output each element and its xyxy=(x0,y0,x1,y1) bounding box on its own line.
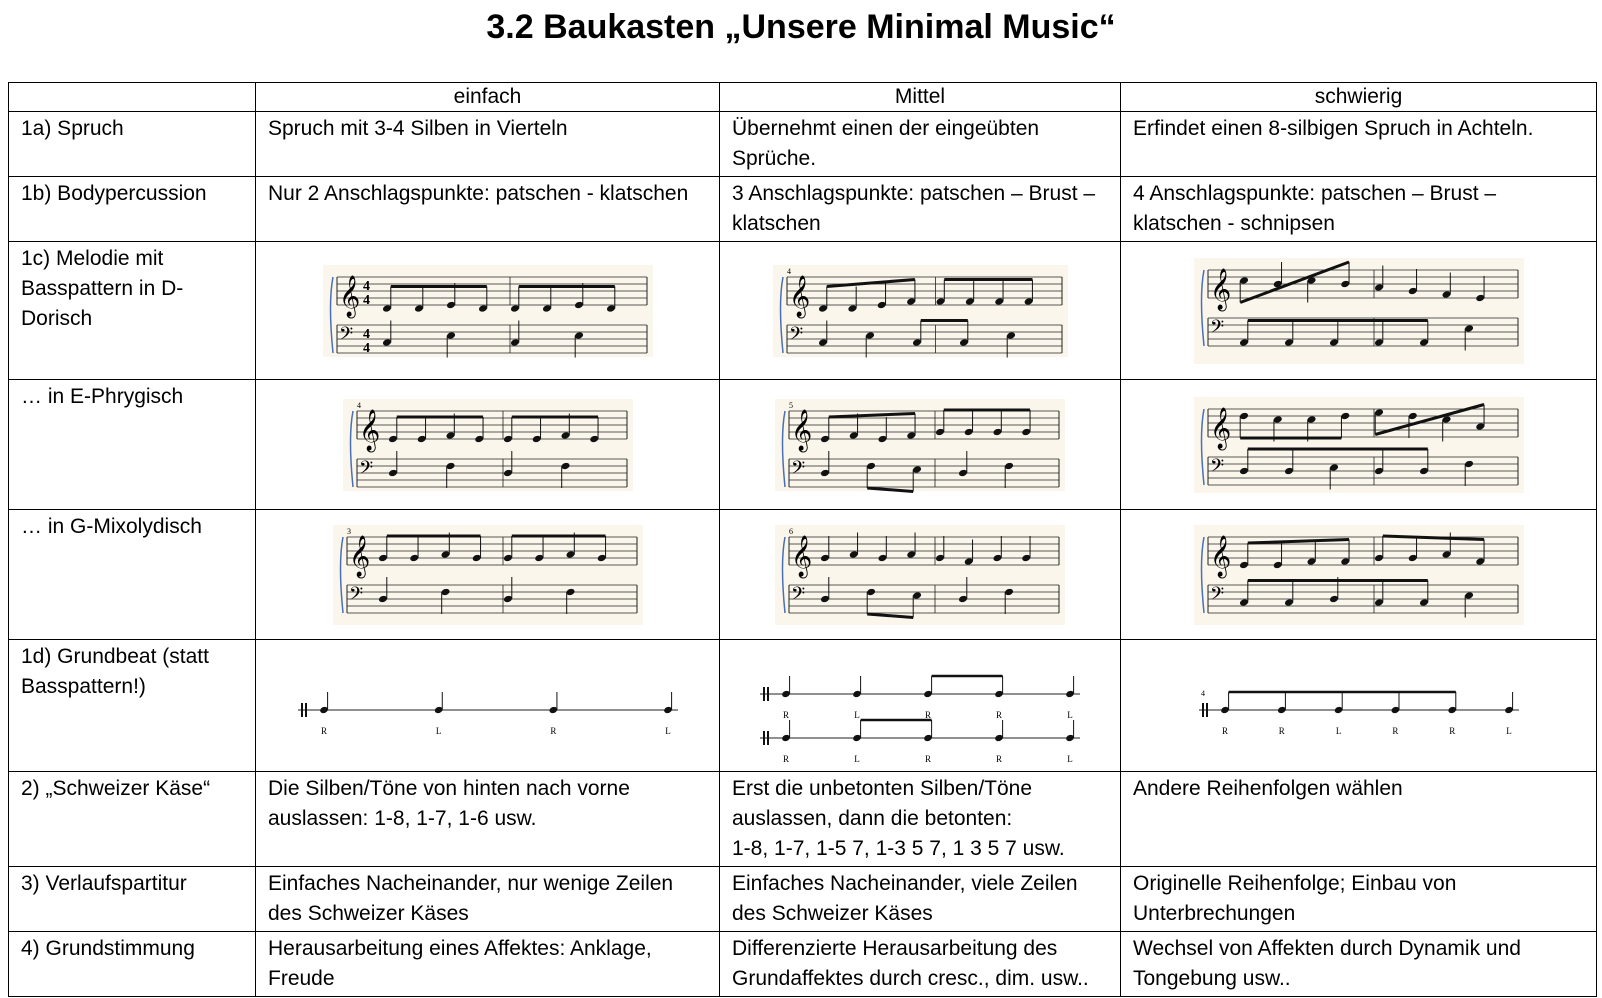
label-grundbeat: 1d) Grundbeat (statt Basspattern!) xyxy=(9,640,256,772)
row-grundbeat xyxy=(9,640,1597,772)
bass-clef: 𝄢 xyxy=(788,323,803,349)
kaese-schwierig: Andere Reihenfolgen wählen xyxy=(1121,772,1597,867)
row-dorisch xyxy=(9,242,1597,380)
treble-clef: 𝄞 xyxy=(788,275,810,317)
body-schwierig: 4 Anschlagspunkte: patschen – Brust – klatschen - schnipsen xyxy=(1121,177,1597,242)
time-signature-denominator: 4 xyxy=(362,292,370,308)
bass-clef: 𝄢 xyxy=(791,583,806,609)
treble-clef: 𝄞 xyxy=(338,275,360,317)
hand-label: R xyxy=(1221,725,1228,736)
hand-label: R xyxy=(320,725,327,736)
paper-background xyxy=(343,399,633,491)
treble-clef: 𝄞 xyxy=(358,409,380,451)
hand-label: R xyxy=(1278,725,1285,736)
treble-clef: 𝄞 xyxy=(1209,268,1231,310)
header-einfach: einfach xyxy=(256,83,720,112)
treble-clef: 𝄞 xyxy=(791,409,813,451)
label-spruch: 1a) Spruch xyxy=(9,112,256,177)
beat-einfach xyxy=(256,640,720,772)
stimmung-mittel: Differenzierte Herausarbeitung des Grundaffektes durch cresc., dim. usw.. xyxy=(720,932,1121,997)
time-signature-denominator: 4 xyxy=(362,340,370,356)
kaese-einfach: Die Silben/Töne von hinten nach vorne auslassen: 1-8, 1-7, 1-6 usw. xyxy=(256,772,720,867)
measure-number: 4 xyxy=(356,400,361,410)
hand-label: R xyxy=(924,753,932,764)
measure-number: 4 xyxy=(1200,688,1205,698)
beat-mittel xyxy=(720,640,1121,772)
hand-label: L xyxy=(1067,753,1073,764)
paper-background xyxy=(775,399,1065,491)
label-phrygisch: … in E-Phrygisch xyxy=(9,380,256,510)
hand-label: R xyxy=(1448,725,1455,736)
label-partitur: 3) Verlaufspartitur xyxy=(9,867,256,932)
stimmung-einfach: Herausarbeitung eines Affektes: Anklage, Freude xyxy=(256,932,720,997)
hand-label: L xyxy=(854,753,860,764)
paper-background xyxy=(1194,258,1524,364)
measure-number: 5 xyxy=(789,400,793,410)
header-mittel: Mittel xyxy=(720,83,1121,112)
score-mixolydisch-schwierig xyxy=(1121,510,1597,640)
paper-background xyxy=(323,265,653,357)
label-mixolydisch: … in G-Mixolydisch xyxy=(9,510,256,640)
spruch-mittel: Übernehmt einen der eingeübten Sprüche. xyxy=(720,112,1121,177)
label-bodypercussion: 1b) Bodypercussion xyxy=(9,177,256,242)
score-phrygisch-schwierig xyxy=(1121,380,1597,510)
measure-number: 3 xyxy=(346,526,351,536)
header-empty xyxy=(9,83,256,112)
score-mixolydisch-einfach xyxy=(256,510,720,640)
hand-label: L xyxy=(435,725,441,736)
score-mixolydisch-mittel xyxy=(720,510,1121,640)
bass-clef: 𝄢 xyxy=(358,457,373,483)
hand-label: R xyxy=(549,725,556,736)
hand-label: L xyxy=(1067,709,1073,720)
page-title: 3.2 Baukasten „Unsere Minimal Music“ xyxy=(486,8,1116,46)
score-dorisch-mittel xyxy=(720,242,1121,380)
bass-clef: 𝄢 xyxy=(1209,455,1224,481)
hand-label: R xyxy=(782,709,790,720)
row-kaese xyxy=(9,772,1597,867)
hand-label: R xyxy=(782,753,790,764)
hand-label: L xyxy=(854,709,860,720)
kaese-mittel: Erst die unbetonten Silben/Töne auslassen, dann die betonten: 1-8, 1-7, 1-5 7, 1-3 5 7, 1 3 5 7 usw. xyxy=(720,772,1121,867)
bass-clef: 𝄢 xyxy=(348,583,363,609)
beat-schwierig xyxy=(1121,640,1597,772)
stimmung-schwierig: Wechsel von Affekten durch Dynamik und Tongebung usw.. xyxy=(1121,932,1597,997)
body-mittel: 3 Anschlagspunkte: patschen – Brust – klatschen xyxy=(720,177,1121,242)
label-stimmung: 4) Grundstimmung xyxy=(9,932,256,997)
label-kaese: 2) „Schweizer Käse“ xyxy=(9,772,256,867)
partitur-einfach: Einfaches Nacheinander, nur wenige Zeilen des Schweizer Käses xyxy=(256,867,720,932)
score-dorisch-schwierig xyxy=(1121,242,1597,380)
paper-background xyxy=(775,525,1065,625)
hand-label: R xyxy=(924,709,932,720)
treble-clef: 𝄞 xyxy=(791,535,813,577)
treble-clef: 𝄞 xyxy=(1209,407,1231,449)
row-spruch xyxy=(9,112,1597,177)
hand-label: L xyxy=(664,725,671,736)
bass-clef: 𝄢 xyxy=(1209,583,1224,609)
score-phrygisch-mittel xyxy=(720,380,1121,510)
row-bodypercussion xyxy=(9,177,1597,242)
header-schwierig: schwierig xyxy=(1121,83,1597,112)
time-signature-numerator: 4 xyxy=(362,326,370,342)
partitur-schwierig: Originelle Reihenfolge; Einbau von Unterbrechungen xyxy=(1121,867,1597,932)
time-signature-numerator: 4 xyxy=(362,278,370,294)
bass-clef: 𝄢 xyxy=(338,323,353,349)
hand-label: R xyxy=(1391,725,1398,736)
measure-number: 6 xyxy=(789,526,793,536)
bass-clef: 𝄢 xyxy=(1209,316,1224,342)
paper-background xyxy=(1194,397,1524,493)
spruch-schwierig: Erfindet einen 8-silbigen Spruch in Achteln. xyxy=(1121,112,1597,177)
bass-clef: 𝄢 xyxy=(791,457,806,483)
row-partitur xyxy=(9,867,1597,932)
label-dorisch: 1c) Melodie mit Basspattern in D-Dorisch xyxy=(9,242,256,380)
row-phrygisch xyxy=(9,380,1597,510)
treble-clef: 𝄞 xyxy=(348,535,370,577)
baukasten-table xyxy=(8,82,1597,997)
partitur-mittel: Einfaches Nacheinander, viele Zeilen des Schweizer Käses xyxy=(720,867,1121,932)
hand-label: R xyxy=(995,709,1003,720)
row-stimmung xyxy=(9,932,1597,997)
spruch-einfach: Spruch mit 3-4 Silben in Vierteln xyxy=(256,112,720,177)
score-dorisch-einfach xyxy=(256,242,720,380)
header-row xyxy=(9,83,1597,112)
row-mixolydisch xyxy=(9,510,1597,640)
paper-background xyxy=(333,525,643,625)
treble-clef: 𝄞 xyxy=(1209,535,1231,577)
hand-label: R xyxy=(995,753,1003,764)
hand-label: L xyxy=(1335,725,1341,736)
measure-number: 4 xyxy=(786,266,791,276)
hand-label: L xyxy=(1505,725,1512,736)
score-phrygisch-einfach xyxy=(256,380,720,510)
body-einfach: Nur 2 Anschlagspunkte: patschen - klatschen xyxy=(256,177,720,242)
